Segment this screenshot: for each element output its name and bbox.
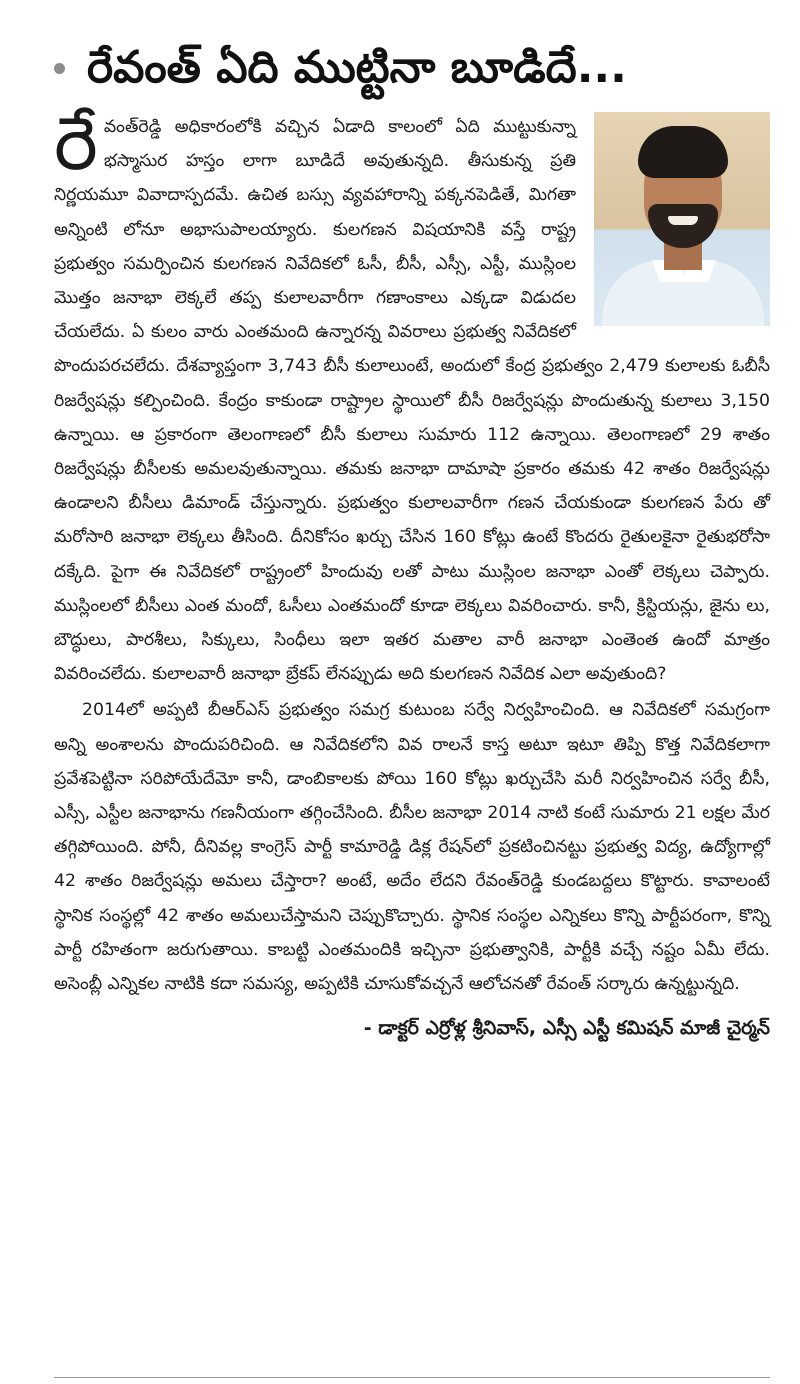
headline: రేవంత్ ఏది ముట్టినా బూడిదే... xyxy=(87,42,627,93)
bottom-divider xyxy=(54,1377,770,1378)
author-byline: - డాక్టర్ ఎర్రోళ్ల శ్రీనివాస్, ఎస్సీ ఎస్టీ కమిషన్ మాజీ చైర్మన్ xyxy=(363,1017,770,1040)
article-body xyxy=(54,101,770,1045)
headline-row xyxy=(54,36,770,100)
drop-cap: రే xyxy=(54,101,98,187)
article-paragraph-2: 2014లో అప్పటి బీఆర్ఎస్ ప్రభుత్వం సమగ్ర కుటుంబ సర్వే నిర్వహించింది. ఆ నివేదికలో సమగ్రంగా అన్ని అంశాలను పొందుపరిచింది. ఆ నివేదికలోని వివ రాలనే కాస్త అటూ ఇటూ తిప్పి కొత్త నివేదికలాగా ప్రవేశపెట్టినా సరిపోయేదేమో కానీ, డాంబికాలకు పోయి 160 కోట్లు ఖర్చుచేసి మరీ నిర్వహించిన సర్వే బీసీ, ఎస్సీ, ఎస్టీల జనాభాను గణనీయంగా తగ్గించేసింది. బీసీల జనాభా 2014 నాటి కంటే సుమారు 21 లక్షల మేర తగ్గిపోయింది. పోనీ, దీనివల్ల కాంగ్రెస్ పార్టీ కామారెడ్డి డిక్ల రేషన్‌లో ప్రకటించినట్టు ప్రభుత్వ విద్య, ఉద్యోగాల్లో 42 శాతం రిజర్వేషన్లు అమలు చేస్తారా? అంటే, అదేం లేదని రేవంత్‌రెడ్డి కుండబద్దలు కొట్టారు. కావాలంటే స్థానిక సంస్థల్లో 42 శాతం అమలుచేస్తామని చెప్పుకొచ్చారు. స్థానిక సంస్థల ఎన్నికలు కొన్ని పార్టీపరంగా, కొన్ని పార్టీ రహితంగా జరుగుతాయి. కాబట్టి ఎంతమందికి ఇచ్చినా ప్రభుత్వానికి, పార్టీకి వచ్చే నష్టం ఏమీ లేదు. అసెంబ్లీ ఎన్నికల నాటికి కదా సమస్య, అప్పటికి చూసుకోవచ్చనే ఆలోచనతో రేవంత్ సర్కారు ఉన్నట్టున్నది. xyxy=(54,700,770,995)
headline-bullet-icon xyxy=(54,63,65,74)
paragraph-1-text: వంత్‌రెడ్డి అధికారంలోకి వచ్చిన ఏడాది కాలంలో ఏది ముట్టుకున్నా భస్మాసుర హస్తం లాగా బూడిదే అవుతున్నది. తీసుకున్న ప్రతి నిర్ణయమూ వివాదాస్పదమే. ఉచిత బస్సు వ్యవహారాన్ని పక్కనపెడితే, మిగతా అన్నింటి లోనూ అభాసుపాలయ్యారు. కులగణన విషయానికి వస్తే రాష్ట్ర ప్రభుత్వం సమర్పించిన కులగణన నివేదికలో ఓసీ, బీసీ, ఎస్సీ, ఎస్టీ, ముస్లింల మొత్తం జనాభా లెక్కలే తప్ప కులాలవారీగా గణాంకాలు ఎక్కడా విడుదల చేయలేదు. ఏ కులం వారు ఎంతమంది ఉన్నారన్న వివరాలు ప్రభుత్వ నివేదికలో పొందుపరచలేదు. దేశవ్యాప్తంగా 3,743 బీసీ కులాలుంటే, అందులో కేంద్ర ప్రభుత్వం 2,479 కులాలకు ఓబీసీ రిజర్వేషన్లు కల్పించింది. కేంద్రం కాకుండా రాష్ట్రాల స్థాయిలో బీసీ రిజర్వేషన్లు పొందుతున్న కులాలు 3,150 ఉన్నాయి. ఆ ప్రకారంగా తెలంగాణలో బీసీ కులాలు సుమారు 112 ఉన్నాయి. తెలంగాణలో 29 శాతం రిజర్వేషన్లు బీసీలకు అమలవుతున్నాయి. తమకు జనాభా దామాషా ప్రకారం తమకు 42 శాతం రిజర్వేషన్లు ఉండాలని బీసీలు డిమాండ్ చేస్తున్నారు. ప్రభుత్వం కులాలవారీగా గణన చేయకుండా కులగణన పేరు తో మరోసారి జనాభా లెక్కలు తీసింది. దీనికోసం ఖర్చు చేసిన 160 కోట్లు ఉంటే కొందరు రైతులకైనా రైతుభరోసా దక్కేది. పైగా ఈ నివేదికలో రాష్ట్రంలో హిందువు లతో పాటు ముస్లింల జనాభా ఎంతో లెక్కలు చెప్పారు. ముస్లింలలో బీసీలు ఎంత మందో, ఓసీలు ఎంతమందో కూడా లెక్కలు వివరించారు. కానీ, క్రిస్టియన్లు, జైను లు, బౌద్ధులు, పారశీలు, సిక్కులు, సింధీలు ఇలా ఇతర మతాల వారీ జనాభా ఎంతెంత ఉందో మాత్రం వివరించలేదు. కులాలవారీ జనాభా బ్రేకప్ లేనప్పుడు అది కులగణన నివేదిక ఎలా అవుతుంది? xyxy=(54,117,770,685)
author-photo xyxy=(594,112,770,326)
